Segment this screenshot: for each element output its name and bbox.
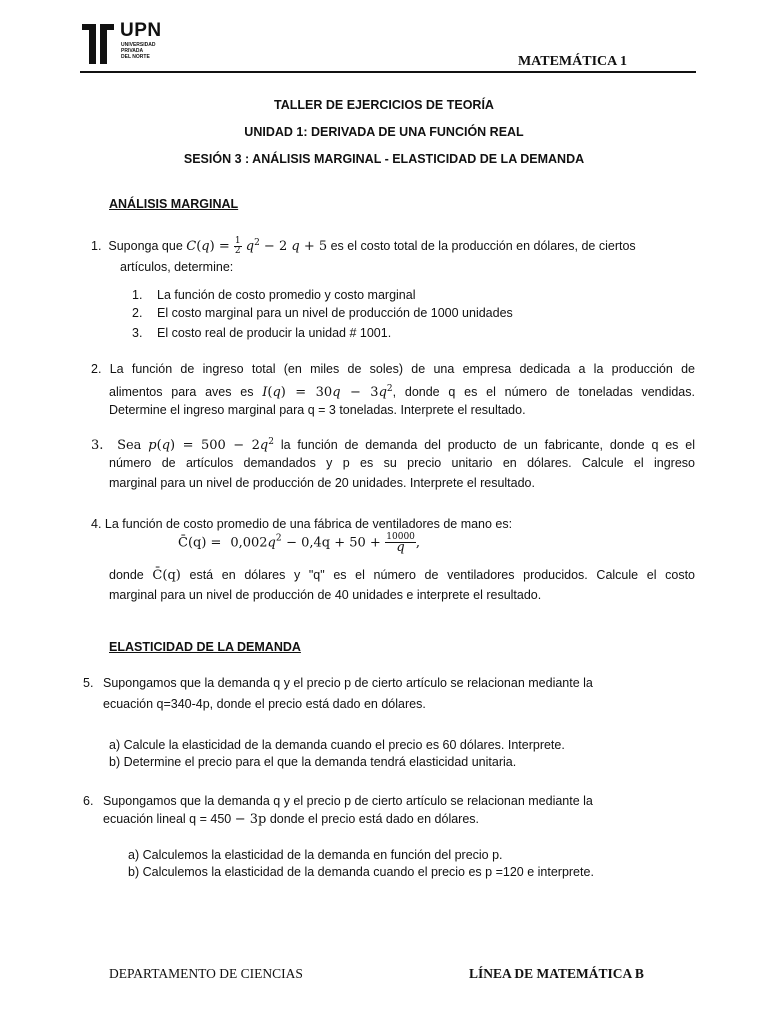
ex2-formula: $I(q) = 30q - 3q^2$	[262, 384, 393, 401]
title-unit: UNIDAD 1: DERIVADA DE UNA FUNCIÓN REAL	[244, 125, 524, 139]
ex4-line3-pre: donde	[109, 568, 144, 582]
ex5-a: a) Calcule la elasticidad de la demanda cuando el precio es 60 dólares. Interprete.	[109, 738, 565, 752]
footer-line: LÍNEA DE MATEMÁTICA B	[469, 966, 644, 981]
footer-department: DEPARTAMENTO DE CIENCIAS	[109, 966, 303, 981]
logo-sub-3: DEL NORTE	[121, 54, 150, 60]
ex1-item-2-text: El costo marginal para un nivel de producción de 1000 unidades	[157, 306, 513, 320]
ex1-num: 1.	[91, 239, 102, 254]
ex4-frac-num: 10000	[386, 532, 415, 542]
ex1-item-1-text: La función de costo promedio y costo marginal	[157, 288, 416, 302]
ex2-line2-post: , donde q es el número de toneladas vendidas.	[392, 385, 695, 400]
header-rule	[80, 71, 696, 73]
section-marginal: ANÁLISIS MARGINAL	[109, 197, 239, 211]
ex4-line4: marginal para un nivel de producción de 40 unidades e interprete el resultado.	[109, 588, 542, 602]
ex4-formula-lhs: C̄(q) =	[178, 535, 222, 551]
ex1-pre: Suponga que	[108, 239, 183, 254]
ex6-line1	[83, 791, 593, 811]
ex1-item-3	[132, 323, 391, 343]
title-session: SESIÓN 3 : ANÁLISIS MARGINAL - ELASTICIDAD DE LA DEMANDA	[183, 152, 585, 166]
ex1-item-1	[132, 285, 415, 305]
ex6-line2	[103, 809, 479, 830]
ex1-item-1-num: 1.	[132, 288, 143, 302]
ex5-num: 5.	[83, 676, 94, 690]
ex1-post: es el costo total de la producción en dólares, de ciertos	[330, 239, 636, 254]
ex2-line2-pre: alimentos para aves es	[109, 385, 254, 400]
title-workshop: TALLER DE EJERCICIOS DE TEORÍA	[274, 98, 494, 112]
ex6-num: 6.	[83, 794, 94, 808]
logo-word: UPN	[120, 20, 162, 41]
ex3-sea: Sea	[117, 438, 142, 454]
ex4-formula-b: − 0,4q + 50 +	[286, 535, 381, 551]
logo-sub-1: UNIVERSIDAD	[121, 42, 156, 48]
ex6-line2-mid: − 3p	[234, 812, 267, 827]
ex6-line1-text: Supongamos que la demanda q y el precio p de cierto artículo se relacionan mediante la	[103, 794, 593, 808]
section-elasticity: ELASTICIDAD DE LA DEMANDA	[109, 640, 301, 654]
ex4-frac-den: q	[396, 540, 405, 555]
ex2-line3: Determine el ingreso marginal para q = 3 toneladas. Interprete el resultado.	[109, 403, 526, 417]
ex1-line2: artículos, determine:	[120, 260, 234, 274]
ex3-formula: $p(q) = 500 - 2q^2$	[148, 437, 274, 454]
ex5-b: b) Determine el precio para el que la demanda tendrá elasticidad unitaria.	[109, 755, 517, 769]
ex4-line3-post: está en dólares y "q" es el número de ventiladores producidos. Calcule el costo	[189, 568, 695, 582]
ex4-line1: 4. La función de costo promedio de una fábrica de ventiladores de mano es:	[91, 517, 513, 531]
ex3-line1-post: la función de demanda del producto de un fabricante, donde q es el	[280, 438, 695, 453]
ex6-line2-post: donde el precio está dado en dólares.	[269, 812, 480, 826]
ex5-line1	[83, 673, 593, 693]
ex1-item-3-num: 3.	[132, 326, 143, 340]
ex1-item-3-text: El costo real de producir la unidad # 1001.	[157, 326, 392, 340]
ex4-formula-a: 0,002	[230, 535, 268, 551]
ex4-line3-sym: C̄(q)	[152, 568, 181, 583]
ex4-line3	[109, 565, 695, 586]
ex6-b: b) Calculemos la elasticidad de la demanda cuando el precio es p =120 e interprete.	[128, 865, 594, 879]
logo-sub-2: PRIVADA	[121, 48, 144, 54]
ex3-line3: marginal para un nivel de producción de 20 unidades. Interprete el resultado.	[109, 476, 535, 490]
ex6-a: a) Calculemos la elasticidad de la demanda en función del precio p.	[128, 848, 503, 862]
ex1-formula: C(q) = $\frac{1}{2}$ $q^2 - 2$ q + 5	[186, 236, 328, 257]
ex5-line2: ecuación q=340-4p, donde el precio está dado en dólares.	[103, 697, 426, 711]
ex4-formula: C̄(q) = $0,002q^2 - 0,4q + 50$ + $\frac{10000}{q}$ ,	[178, 532, 421, 555]
ex3-line2: número de artículos demandados y p es su precio unitario en dólares. Calcule el ingreso	[109, 456, 695, 470]
upn-logo-mark-icon	[80, 20, 116, 66]
ex1-item-2-num: 2.	[132, 306, 143, 320]
upn-logo	[80, 20, 190, 66]
course-title: MATEMÁTICA 1	[517, 54, 627, 69]
ex5-line1-text: Supongamos que la demanda q y el precio p de cierto artículo se relacionan mediante la	[103, 676, 593, 690]
ex6-line2-pre: ecuación lineal q = 450	[103, 812, 232, 826]
ex1-item-2	[132, 303, 513, 323]
ex1-line1	[91, 233, 696, 257]
ex3-num: 3.	[91, 438, 104, 454]
ex2-line1: 2. La función de ingreso total (en miles de soles) de una empresa dedicada a la producción de	[91, 362, 695, 376]
